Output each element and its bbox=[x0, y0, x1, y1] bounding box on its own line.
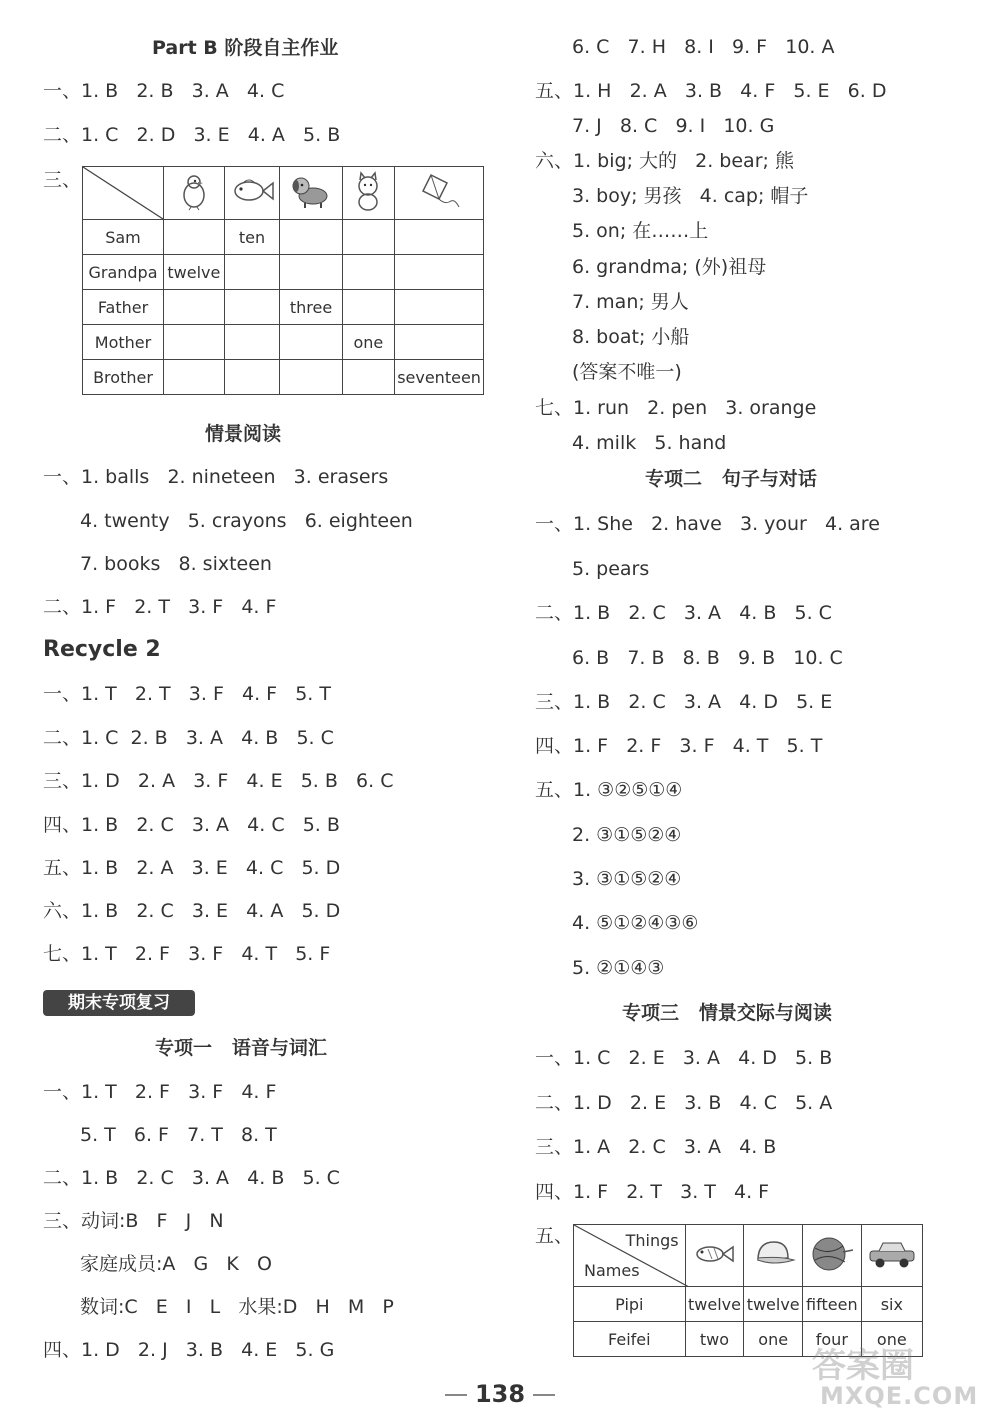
table-cell: twelve bbox=[685, 1287, 744, 1322]
answer-line: 四、1. F 2. F 3. F 4. T 5. T bbox=[535, 735, 823, 757]
bird-picture bbox=[164, 167, 225, 220]
table-cell bbox=[224, 255, 280, 290]
table-cell bbox=[164, 220, 225, 255]
table-cell bbox=[280, 325, 342, 360]
answer-line: 7. man; 男人 bbox=[572, 291, 689, 313]
table-row-name: Brother bbox=[83, 360, 164, 395]
table-cell: one bbox=[744, 1322, 803, 1357]
answer-line: 三、1. D 2. A 3. F 4. E 5. B 6. C bbox=[43, 770, 394, 792]
answer-line: 4. milk 5. hand bbox=[572, 432, 727, 454]
table-cell bbox=[342, 220, 394, 255]
table-row-name: Sam bbox=[83, 220, 164, 255]
header-names: Names bbox=[584, 1261, 640, 1280]
table-cell bbox=[342, 290, 394, 325]
answer-line: 6. B 7. B 8. B 9. B 10. C bbox=[572, 647, 843, 669]
table-cell bbox=[280, 255, 342, 290]
table-cell: twelve bbox=[164, 255, 225, 290]
table-cell bbox=[280, 360, 342, 395]
answer-line: 一、1. She 2. have 3. your 4. are bbox=[535, 513, 880, 535]
table-cell: one bbox=[342, 325, 394, 360]
table-cell bbox=[280, 220, 342, 255]
table-row-name: Grandpa bbox=[83, 255, 164, 290]
table-cell bbox=[342, 360, 394, 395]
answer-line: 五、1. B 2. A 3. E 4. C 5. D bbox=[43, 857, 341, 879]
table-row-name: Pipi bbox=[574, 1287, 686, 1322]
answer-line: 六、1. B 2. C 3. E 4. A 5. D bbox=[43, 900, 341, 922]
section3-title: 专项三 情景交际与阅读 bbox=[622, 1002, 832, 1024]
answer-line: 数词:C E I L 水果:D H M P bbox=[80, 1296, 394, 1318]
answer-line: 6. C 7. H 8. I 9. F 10. A bbox=[572, 36, 835, 58]
answer-line: 二、1. D 2. E 3. B 4. C 5. A bbox=[535, 1092, 833, 1114]
answer-line: 二、1. F 2. T 3. F 4. F bbox=[43, 596, 277, 618]
table-cell bbox=[395, 290, 484, 325]
partb-title: Part B 阶段自主作业 bbox=[152, 37, 339, 59]
answer-line: 一、1. T 2. T 3. F 4. F 5. T bbox=[43, 683, 331, 705]
answer-line: 二、1. B 2. C 3. A 4. B 5. C bbox=[43, 1167, 340, 1189]
kite-picture bbox=[395, 167, 484, 220]
answer-line: 二、1. C 2. B 3. A 4. B 5. C bbox=[43, 727, 334, 749]
header-things: Things bbox=[625, 1231, 679, 1250]
answer-line: 四、1. D 2. J 3. B 4. E 5. G bbox=[43, 1339, 335, 1361]
table-cell: three bbox=[280, 290, 342, 325]
table-cell: ten bbox=[224, 220, 280, 255]
table-cell: one bbox=[861, 1322, 922, 1357]
answer-line: 一、1. T 2. F 3. F 4. F bbox=[43, 1081, 277, 1103]
answer-line: 家庭成员:A G K O bbox=[80, 1253, 272, 1275]
answer-line: 四、1. F 2. T 3. T 4. F bbox=[535, 1181, 770, 1203]
watermark-url: MXQE.COM bbox=[820, 1382, 979, 1410]
table-cell bbox=[224, 290, 280, 325]
table-cell: fifteen bbox=[803, 1287, 862, 1322]
table-cell bbox=[164, 325, 225, 360]
table-cell bbox=[395, 325, 484, 360]
answer-line: 三、动词:B F J N bbox=[43, 1210, 224, 1232]
section2-title: 专项二 句子与对话 bbox=[645, 468, 817, 490]
answer-line: 7. books 8. sixteen bbox=[80, 553, 272, 575]
answer-line: 5. on; 在……上 bbox=[572, 220, 709, 242]
answer-line: 三、1. B 2. C 3. A 4. D 5. E bbox=[535, 691, 833, 713]
watermark-logo: 答案圈 bbox=[812, 1346, 914, 1386]
answer-label: 五、 bbox=[535, 1225, 574, 1247]
answer-label: 三、 bbox=[43, 169, 82, 191]
dog-picture bbox=[280, 167, 342, 220]
answer-line: 七、1. run 2. pen 3. orange bbox=[535, 397, 817, 419]
page-number: 138 bbox=[0, 1380, 1000, 1408]
table-cell: two bbox=[685, 1322, 744, 1357]
ball-picture bbox=[803, 1225, 862, 1287]
review-banner: 期末专项复习 bbox=[43, 990, 195, 1016]
table-cell bbox=[164, 290, 225, 325]
answer-line: 5. T 6. F 7. T 8. T bbox=[80, 1124, 277, 1146]
table-row-name: Mother bbox=[83, 325, 164, 360]
answer-line: 五、1. ③②⑤①④ bbox=[535, 779, 683, 801]
answer-line: 5. ②①④③ bbox=[572, 957, 665, 979]
cat-picture bbox=[342, 167, 394, 220]
table-cell bbox=[224, 360, 280, 395]
table-cell bbox=[164, 360, 225, 395]
answer-line: 6. grandma; (外)祖母 bbox=[572, 256, 767, 278]
answer-line: 二、1. B 2. C 3. A 4. B 5. C bbox=[535, 602, 832, 624]
table-cell bbox=[395, 255, 484, 290]
fish-picture bbox=[685, 1225, 744, 1287]
reading-title: 情景阅读 bbox=[205, 423, 282, 445]
answer-line: 4. ⑤①②④③⑥ bbox=[572, 912, 699, 934]
answer-line: 三、1. A 2. C 3. A 4. B bbox=[535, 1136, 777, 1158]
answer-line: 5. pears bbox=[572, 558, 650, 580]
answer-line: 四、1. B 2. C 3. A 4. C 5. B bbox=[43, 814, 340, 836]
answer-line: 7. J 8. C 9. I 10. G bbox=[572, 115, 775, 137]
answer-line: 3. boy; 男孩 4. cap; 帽子 bbox=[572, 185, 809, 207]
answer-line: 七、1. T 2. F 3. F 4. T 5. F bbox=[43, 943, 331, 965]
answer-line: 五、1. H 2. A 3. B 4. F 5. E 6. D bbox=[535, 80, 887, 102]
diagonal-header-cell bbox=[83, 167, 164, 220]
table-cell bbox=[342, 255, 394, 290]
fish-picture bbox=[224, 167, 280, 220]
diagonal-header-cell bbox=[574, 1225, 686, 1287]
table-cell bbox=[395, 220, 484, 255]
answer-line: 3. ③①⑤②④ bbox=[572, 868, 682, 890]
recycle-title: Recycle 2 bbox=[43, 637, 161, 662]
car-picture bbox=[861, 1225, 922, 1287]
table-row-name: Feifei bbox=[574, 1322, 686, 1357]
table-cell: seventeen bbox=[395, 360, 484, 395]
table-cell bbox=[224, 325, 280, 360]
table-row-name: Father bbox=[83, 290, 164, 325]
cap-picture bbox=[744, 1225, 803, 1287]
answer-line: 一、1. B 2. B 3. A 4. C bbox=[43, 80, 285, 102]
answer-line: 8. boat; 小船 bbox=[572, 326, 690, 348]
table-cell: six bbox=[861, 1287, 922, 1322]
answer-line: 一、1. C 2. E 3. A 4. D 5. B bbox=[535, 1047, 833, 1069]
table-cell: twelve bbox=[744, 1287, 803, 1322]
answer-table-1 bbox=[82, 166, 484, 395]
answer-line: 4. twenty 5. crayons 6. eighteen bbox=[80, 510, 413, 532]
answer-note: (答案不唯一) bbox=[572, 361, 682, 383]
section1-title: 专项一 语音与词汇 bbox=[155, 1037, 327, 1059]
answer-line: 六、1. big; 大的 2. bear; 熊 bbox=[535, 150, 794, 172]
answer-line: 二、1. C 2. D 3. E 4. A 5. B bbox=[43, 124, 341, 146]
answer-line: 一、1. balls 2. nineteen 3. erasers bbox=[43, 466, 389, 488]
table-cell: four bbox=[803, 1322, 862, 1357]
answer-line: 2. ③①⑤②④ bbox=[572, 824, 682, 846]
